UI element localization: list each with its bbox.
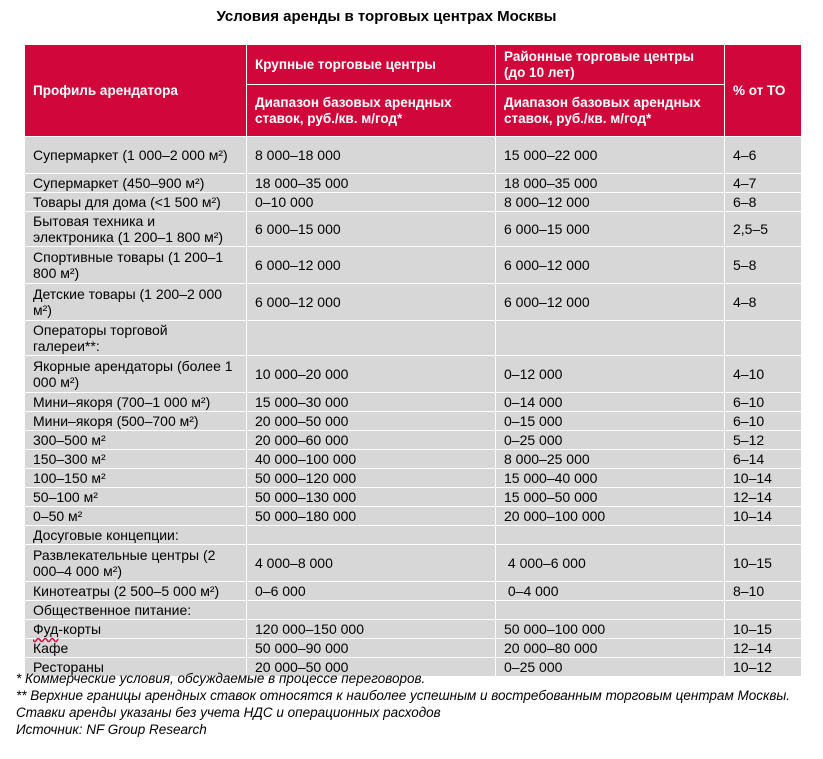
tenant-profile: 150–300 м² [25, 450, 247, 469]
percent-of-turnover: 10–12 [725, 658, 802, 677]
tenant-profile: Товары для дома (<1 500 м²) [25, 193, 247, 212]
rate-district [496, 526, 725, 545]
rate-district: 6 000–15 000 [496, 212, 725, 247]
rate-large: 40 000–100 000 [247, 450, 496, 469]
tenant-profile: 50–100 м² [25, 488, 247, 507]
table-row [25, 412, 802, 431]
percent-of-turnover: 6–8 [725, 193, 802, 212]
rate-district: 15 000–22 000 [496, 137, 725, 174]
rate-large: 0–10 000 [247, 193, 496, 212]
rate-district: 15 000–40 000 [496, 469, 725, 488]
percent-of-turnover: 8–10 [725, 582, 802, 601]
tenant-profile: Супермаркет (1 000–2 000 м²) [25, 137, 247, 174]
rate-district: 18 000–35 000 [496, 174, 725, 193]
rate-district: 0–25 000 [496, 431, 725, 450]
rate-district: 6 000–12 000 [496, 247, 725, 284]
tenant-profile: Спортивные товары (1 200–1 800 м²) [25, 247, 247, 284]
tenant-profile: 100–150 м² [25, 469, 247, 488]
rate-district: 0–4 000 [496, 582, 725, 601]
table-row [25, 212, 802, 247]
table-row [25, 393, 802, 412]
percent-of-turnover: 10–14 [725, 469, 802, 488]
rate-district [496, 321, 725, 356]
tenant-profile: Мини–якоря (500–700 м²) [25, 412, 247, 431]
rate-district: 50 000–100 000 [496, 620, 725, 639]
rate-large: 50 000–130 000 [247, 488, 496, 507]
percent-of-turnover: 4–10 [725, 356, 802, 393]
percent-of-turnover [725, 526, 802, 545]
percent-of-turnover: 10–15 [725, 545, 802, 582]
percent-of-turnover: 10–15 [725, 620, 802, 639]
table-row [25, 545, 802, 582]
tenant-profile: 300–500 м² [25, 431, 247, 450]
tenant-profile: Якорные арендаторы (более 1 000 м²) [25, 356, 247, 393]
rate-district: 20 000–100 000 [496, 507, 725, 526]
rate-large: 6 000–12 000 [247, 247, 496, 284]
tenant-profile: Кинотеатры (2 500–5 000 м²) [25, 582, 247, 601]
header-range-district: Диапазон базовых арендных ставок, руб./кв. м/год* [496, 85, 725, 137]
table-row [25, 639, 802, 658]
table-row [25, 469, 802, 488]
rate-large: 4 000–8 000 [247, 545, 496, 582]
rate-large: 20 000–50 000 [247, 412, 496, 431]
rate-district: 0–25 000 [496, 658, 725, 677]
rate-district: 20 000–80 000 [496, 639, 725, 658]
table-row [25, 620, 802, 639]
percent-of-turnover: 10–14 [725, 507, 802, 526]
rate-district: 0–14 000 [496, 393, 725, 412]
rate-large [247, 601, 496, 620]
rent-table [24, 44, 802, 677]
rate-district: 4 000–6 000 [496, 545, 725, 582]
percent-of-turnover [725, 601, 802, 620]
footnote-1: * Коммерческие условия, обсуждаемые в процессе переговоров. [16, 671, 426, 686]
rate-large: 50 000–120 000 [247, 469, 496, 488]
tenant-profile: Рестораны [25, 658, 247, 677]
table-row [25, 582, 802, 601]
rate-large [247, 526, 496, 545]
percent-of-turnover [725, 321, 802, 356]
tenant-profile: Досуговые концепции: [25, 526, 247, 545]
table-row [25, 601, 802, 620]
rate-large: 0–6 000 [247, 582, 496, 601]
table-row [25, 284, 802, 321]
rate-district: 0–15 000 [496, 412, 725, 431]
tenant-profile: Мини–якоря (700–1 000 м²) [25, 393, 247, 412]
rate-district: 0–12 000 [496, 356, 725, 393]
tenant-profile: Детские товары (1 200–2 000 м²) [25, 284, 247, 321]
rate-large: 50 000–180 000 [247, 507, 496, 526]
tenant-profile: Кафе [25, 639, 247, 658]
table-row [25, 356, 802, 393]
percent-of-turnover: 4–6 [725, 137, 802, 174]
header-large: Крупные торговые центры [247, 45, 496, 85]
header-district: Районные торговые центры (до 10 лет) [496, 45, 725, 85]
percent-of-turnover: 5–12 [725, 431, 802, 450]
percent-of-turnover: 12–14 [725, 639, 802, 658]
rate-large: 20 000–60 000 [247, 431, 496, 450]
table-row [25, 488, 802, 507]
table-row [25, 526, 802, 545]
rate-district [496, 601, 725, 620]
table-row [25, 137, 802, 174]
footnote-4: Источник: NF Group Research [16, 722, 207, 737]
rate-large: 6 000–12 000 [247, 284, 496, 321]
tenant-profile: Супермаркет (450–900 м²) [25, 174, 247, 193]
percent-of-turnover: 6–14 [725, 450, 802, 469]
tenant-profile: Развлекательные центры (2 000–4 000 м²) [25, 545, 247, 582]
percent-of-turnover: 12–14 [725, 488, 802, 507]
tenant-profile-part: -корты [58, 621, 102, 637]
rate-district: 6 000–12 000 [496, 284, 725, 321]
rate-large: 8 000–18 000 [247, 137, 496, 174]
rate-large: 6 000–15 000 [247, 212, 496, 247]
tenant-profile [25, 620, 247, 639]
footnotes [16, 670, 794, 738]
percent-of-turnover: 4–7 [725, 174, 802, 193]
rate-large: 18 000–35 000 [247, 174, 496, 193]
rate-large: 50 000–90 000 [247, 639, 496, 658]
table-row [25, 431, 802, 450]
table-row [25, 507, 802, 526]
table-row [25, 174, 802, 193]
table-row [25, 193, 802, 212]
percent-of-turnover: 6–10 [725, 393, 802, 412]
rate-large: 120 000–150 000 [247, 620, 496, 639]
header-profile: Профиль арендатора [25, 45, 247, 137]
rate-large: 20 000–50 000 [247, 658, 496, 677]
header-percent: % от ТО [725, 45, 802, 137]
footnote-3: Ставки аренды указаны без учета НДС и операционных расходов [16, 705, 441, 720]
rate-large [247, 321, 496, 356]
table-row [25, 450, 802, 469]
rate-large: 15 000–30 000 [247, 393, 496, 412]
table-row [25, 247, 802, 284]
footnote-2: ** Верхние границы арендных ставок относятся к наиболее успешным и востребованным торговым центрам Москвы. [16, 688, 791, 703]
page-title: Условия аренды в торговых центрах Москвы [216, 8, 557, 25]
percent-of-turnover: 5–8 [725, 247, 802, 284]
rate-district: 8 000–25 000 [496, 450, 725, 469]
tenant-profile: Общественное питание: [25, 601, 247, 620]
rate-large: 10 000–20 000 [247, 356, 496, 393]
table-row [25, 321, 802, 356]
header-range-large: Диапазон базовых арендных ставок, руб./кв. м/год* [247, 85, 496, 137]
percent-of-turnover: 6–10 [725, 412, 802, 431]
rate-district: 15 000–50 000 [496, 488, 725, 507]
tenant-profile: Операторы торговой галереи**: [25, 321, 247, 356]
tenant-profile: Бытовая техника и электроника (1 200–1 800 м²) [25, 212, 247, 247]
tenant-profile: 0–50 м² [25, 507, 247, 526]
rate-district: 8 000–12 000 [496, 193, 725, 212]
tenant-profile-part: Фуд [33, 621, 59, 637]
percent-of-turnover: 4–8 [725, 284, 802, 321]
percent-of-turnover: 2,5–5 [725, 212, 802, 247]
